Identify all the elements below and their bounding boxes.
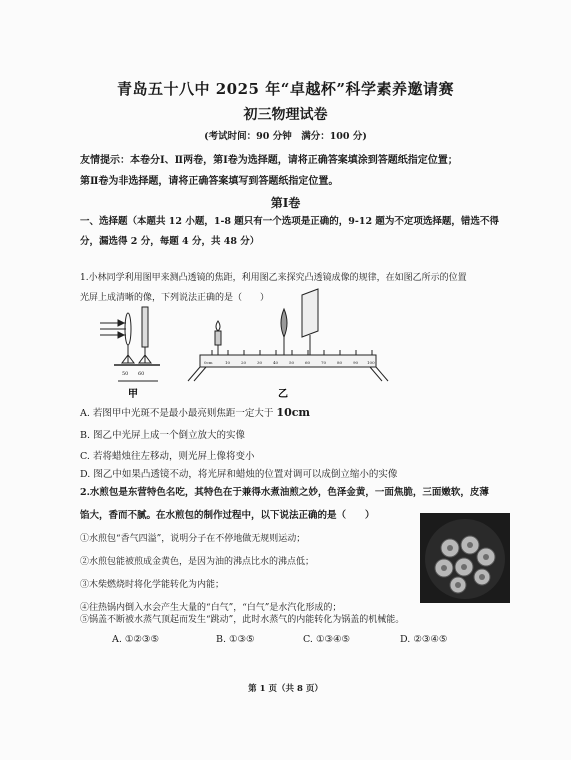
bench-tick-40: 40 (273, 360, 279, 365)
bench-tick-100: 100 (367, 360, 375, 365)
figure-b-label: 乙 (278, 389, 288, 400)
section-heading (80, 212, 500, 252)
section-line-2: 分，漏选得 2 分，每题 4 分，共 48 分） (80, 236, 260, 247)
part-title: 第Ⅰ卷 (270, 196, 301, 210)
q2-item-5: ⑤锅盖不断被水蒸气顶起而发生“跳动”，此时水蒸气的内能转化为锅盖的机械能。 (80, 615, 405, 625)
bench-tick-70: 70 (321, 360, 327, 365)
q2-item-4: ④往热锅内倒入水会产生大量的“白气”，“白气”是水汽化形成的； (80, 603, 342, 613)
bench-tick-30: 30 (257, 360, 263, 365)
fried-buns-photo (420, 513, 510, 603)
bench-tick-50: 50 (289, 360, 295, 365)
section-line-1: 一、选择题（本题共 12 小题，1-8 题只有一个选项是正确的，9-12 题为不定项选择题，错选不得 (80, 216, 499, 227)
q2-item-3: ③木柴燃烧时将化学能转化为内能； (80, 580, 225, 590)
q1-option-b: B. 图乙中光屏上成一个倒立放大的实像 (80, 430, 246, 441)
q2-item-1: ①水煎包“香气四溢”，说明分子在不停地做无规则运动； (80, 534, 306, 544)
q1-option-c: C. 若将蜡烛往左移动，则光屏上像将变小 (80, 451, 255, 462)
page-footer: 第 1 页（共 8 页） (248, 684, 323, 694)
q2-line-2: 馅大，香而不腻。在水煎包的制作过程中，以下说法正确的是（ ） (80, 510, 375, 521)
q2-choice-d: D. ②③④⑤ (400, 634, 448, 645)
exam-info: (考试时间：90 分钟 满分：100 分) (204, 131, 367, 142)
fig-a-tick-50: 50 (122, 371, 129, 377)
notice-line-2: 第Ⅱ卷为非选择题，请将正确答案填写到答题纸指定位置。 (80, 176, 339, 187)
notice (80, 150, 500, 192)
q1-option-a-emphasis: 10cm (276, 406, 311, 419)
bench-tick-80: 80 (337, 360, 343, 365)
bench-tick-90: 90 (353, 360, 359, 365)
q2-line-1: 2.水煎包是东营特色名吃，其特色在于兼得水煮油煎之妙，色泽金黄，一面焦脆，三面嫩软，皮薄 (80, 487, 489, 498)
light-screen-icon (302, 289, 318, 355)
lens-experiment-figure (96, 285, 396, 401)
q1-line-2: 光屏上成清晰的像，下列说法正确的是（ ） (80, 293, 270, 303)
q1-line-1: 1.小林同学利用图甲来测凸透镜的焦距，利用图乙来探究凸透镜成像的规律，在如图乙所示的位置 (80, 273, 467, 283)
q2-choice-a: A. ①②③⑤ (112, 634, 159, 645)
fig-a-tick-60: 60 (138, 371, 145, 377)
bench-tick-0: 0cm (204, 360, 213, 365)
bench-tick-60: 60 (305, 360, 311, 365)
q2-choice-c: C. ①③④⑤ (303, 634, 351, 645)
figure-a-diagram (100, 307, 160, 365)
convex-lens-icon (281, 309, 287, 355)
q2-item-2: ②水煎包能被煎成金黄色，是因为油的沸点比水的沸点低； (80, 557, 315, 567)
bench-tick-10: 10 (225, 360, 231, 365)
q1-option-a: A. 若图甲中光斑不是最小最亮则焦距一定大于 10cm (80, 406, 311, 419)
exam-title: 青岛五十八中 2025 年“卓越杯”科学素养邀请赛 (117, 80, 454, 98)
q2-choice-b: B. ①③⑤ (216, 634, 255, 645)
figure-a-label: 甲 (128, 389, 138, 400)
candle-icon (215, 321, 221, 355)
notice-line-1: 友情提示：本卷分Ⅰ、Ⅱ两卷，第Ⅰ卷为选择题，请将正确答案填涂到答题纸指定位置； (80, 155, 458, 166)
bench-tick-20: 20 (241, 360, 247, 365)
q1-option-d: D. 图乙中如果凸透镜不动，将光屏和蜡烛的位置对调可以成倒立缩小的实像 (80, 469, 398, 480)
exam-subtitle: 初三物理试卷 (243, 107, 328, 123)
